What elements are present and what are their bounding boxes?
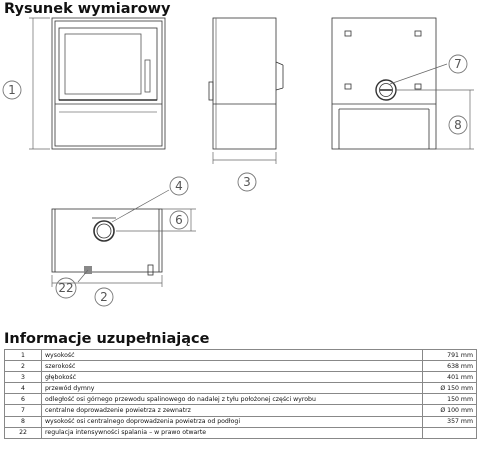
spec-row <box>5 383 477 394</box>
spec-cell-value: 150 mm <box>422 394 476 405</box>
spec-cell-label: odległość osi górnego przewodu spalinowego do nadalej z tyłu położonej części wyrobu <box>42 394 423 405</box>
callout-width: 2 <box>100 290 108 304</box>
spec-cell-value: Ø 150 mm <box>422 383 476 394</box>
callout-flue: 4 <box>175 179 183 193</box>
spec-cell-num: 3 <box>5 372 42 383</box>
callout-height: 1 <box>8 83 16 97</box>
spec-row <box>5 394 477 405</box>
rear-view <box>332 18 436 149</box>
spec-row <box>5 416 477 427</box>
front-view <box>52 18 165 149</box>
spec-cell-num: 2 <box>5 361 42 372</box>
spec-cell-num: 1 <box>5 350 42 361</box>
spec-cell-num: 6 <box>5 394 42 405</box>
spec-cell-num: 8 <box>5 416 42 427</box>
spec-cell-value: 638 mm <box>422 361 476 372</box>
spec-cell-label: regulacja intensywności spalania – w prawo otwarte <box>42 427 423 438</box>
spec-cell-label: głębokość <box>42 372 423 383</box>
spec-cell-label: wysokość osi centralnego doprowadzenia powietrza od podłogi <box>42 416 423 427</box>
spec-cell-value: 357 mm <box>422 416 476 427</box>
spec-cell-value: 401 mm <box>422 372 476 383</box>
spec-cell-label: szerokość <box>42 361 423 372</box>
spec-cell-label: wysokość <box>42 350 423 361</box>
spec-cell-label: centralne doprowadzenie powietrza z zewnatrz <box>42 405 423 416</box>
spec-row <box>5 427 477 438</box>
spec-cell-value <box>422 427 476 438</box>
spec-cell-value: 791 mm <box>422 350 476 361</box>
spec-table <box>4 349 477 439</box>
spec-row <box>5 405 477 416</box>
callout-regulation: 22 <box>58 281 74 295</box>
callout-flue-axis: 6 <box>175 213 183 227</box>
spec-cell-num: 7 <box>5 405 42 416</box>
side-view <box>209 18 283 149</box>
spec-row <box>5 361 477 372</box>
callout-air-axis: 8 <box>454 118 462 132</box>
callout-air-intake: 7 <box>454 57 462 71</box>
top-view <box>52 209 162 275</box>
spec-cell-label: przewód dymny <box>42 383 423 394</box>
spec-row <box>5 350 477 361</box>
info-heading: Informacje uzupełniające <box>4 331 210 347</box>
spec-row <box>5 372 477 383</box>
spec-cell-value: Ø 100 mm <box>422 405 476 416</box>
spec-cell-num: 22 <box>5 427 42 438</box>
spec-cell-num: 4 <box>5 383 42 394</box>
drawing-heading: Rysunek wymiarowy <box>4 1 171 17</box>
callout-depth: 3 <box>243 175 251 189</box>
